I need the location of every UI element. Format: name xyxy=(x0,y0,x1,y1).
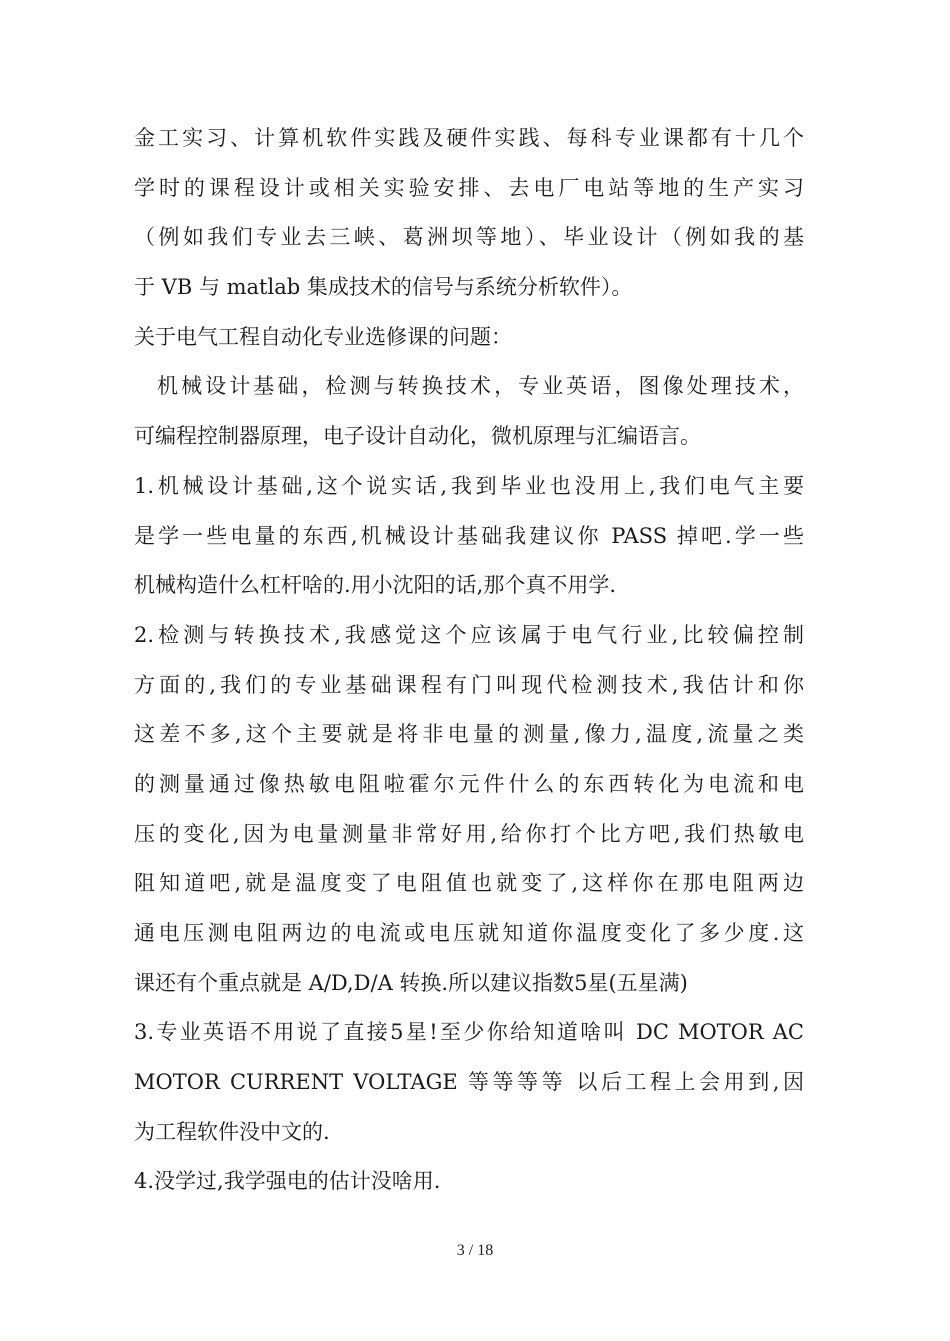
list-item-line: 阻知道吧,就是温度变了电阻值也就变了,这样你在那电阻两边 xyxy=(134,871,804,896)
paragraph-line: 机械设计基础，检测与转换技术，专业英语，图像处理技术， xyxy=(157,374,804,399)
page-number: 3 / 18 xyxy=(456,1242,494,1259)
list-item-line: 是学一些电量的东西,机械设计基础我建议你 PASS 掉吧.学一些 xyxy=(134,523,804,548)
list-item-line: 方面的,我们的专业基础课程有门叫现代检测技术,我估计和你 xyxy=(134,672,804,697)
list-item-line: MOTOR CURRENT VOLTAGE 等等等等 以后工程上会用到,因 xyxy=(134,1070,804,1095)
list-item-line: 压的变化,因为电量测量非常好用,给你打个比方吧,我们热敏电 xyxy=(134,821,804,846)
list-item-line: 1.机械设计基础,这个说实话,我到毕业也没用上,我们电气主要 xyxy=(134,473,804,498)
paragraph-line: 学时的课程设计或相关实验安排、去电厂电站等地的生产实习 xyxy=(134,175,804,200)
list-item-line: 为工程软件没中文的. xyxy=(134,1119,330,1144)
list-item-line: 3.专业英语不用说了直接5星!至少你给知道啥叫 DC MOTOR AC xyxy=(134,1020,804,1045)
list-item-line: 机械构造什么杠杆啥的.用小沈阳的话,那个真不用学. xyxy=(134,573,617,598)
list-item-line: 课还有个重点就是 A/D,D/A 转换.所以建议指数5星(五星满) xyxy=(134,970,688,995)
paragraph-line: 可编程控制器原理，电子设计自动化，微机原理与汇编语言。 xyxy=(134,424,701,449)
paragraph-line: （例如我们专业去三峡、葛洲坝等地）、毕业设计（例如我的基 xyxy=(134,225,804,250)
list-item-line: 这差不多,这个主要就是将非电量的测量,像力,温度,流量之类 xyxy=(134,722,804,747)
document-body xyxy=(134,114,804,1207)
section-heading: 关于电气工程自动化专业选修课的问题： xyxy=(134,324,512,349)
list-item-line: 通电压测电阻两边的电流或电压就知道你温度变化了多少度.这 xyxy=(134,921,804,945)
paragraph-line: 金工实习、计算机软件实践及硬件实践、每科专业课都有十几个 xyxy=(134,126,804,150)
list-item-line: 的测量通过像热敏电阻啦霍尔元件什么的东西转化为电流和电 xyxy=(134,771,804,796)
list-item-line: 2.检测与转换技术,我感觉这个应该属于电气行业,比较偏控制 xyxy=(134,622,804,647)
paragraph-line: 于 VB 与 matlab 集成技术的信号与系统分析软件）。 xyxy=(134,275,633,300)
list-item-line: 4.没学过,我学强电的估计没啥用. xyxy=(134,1169,441,1194)
